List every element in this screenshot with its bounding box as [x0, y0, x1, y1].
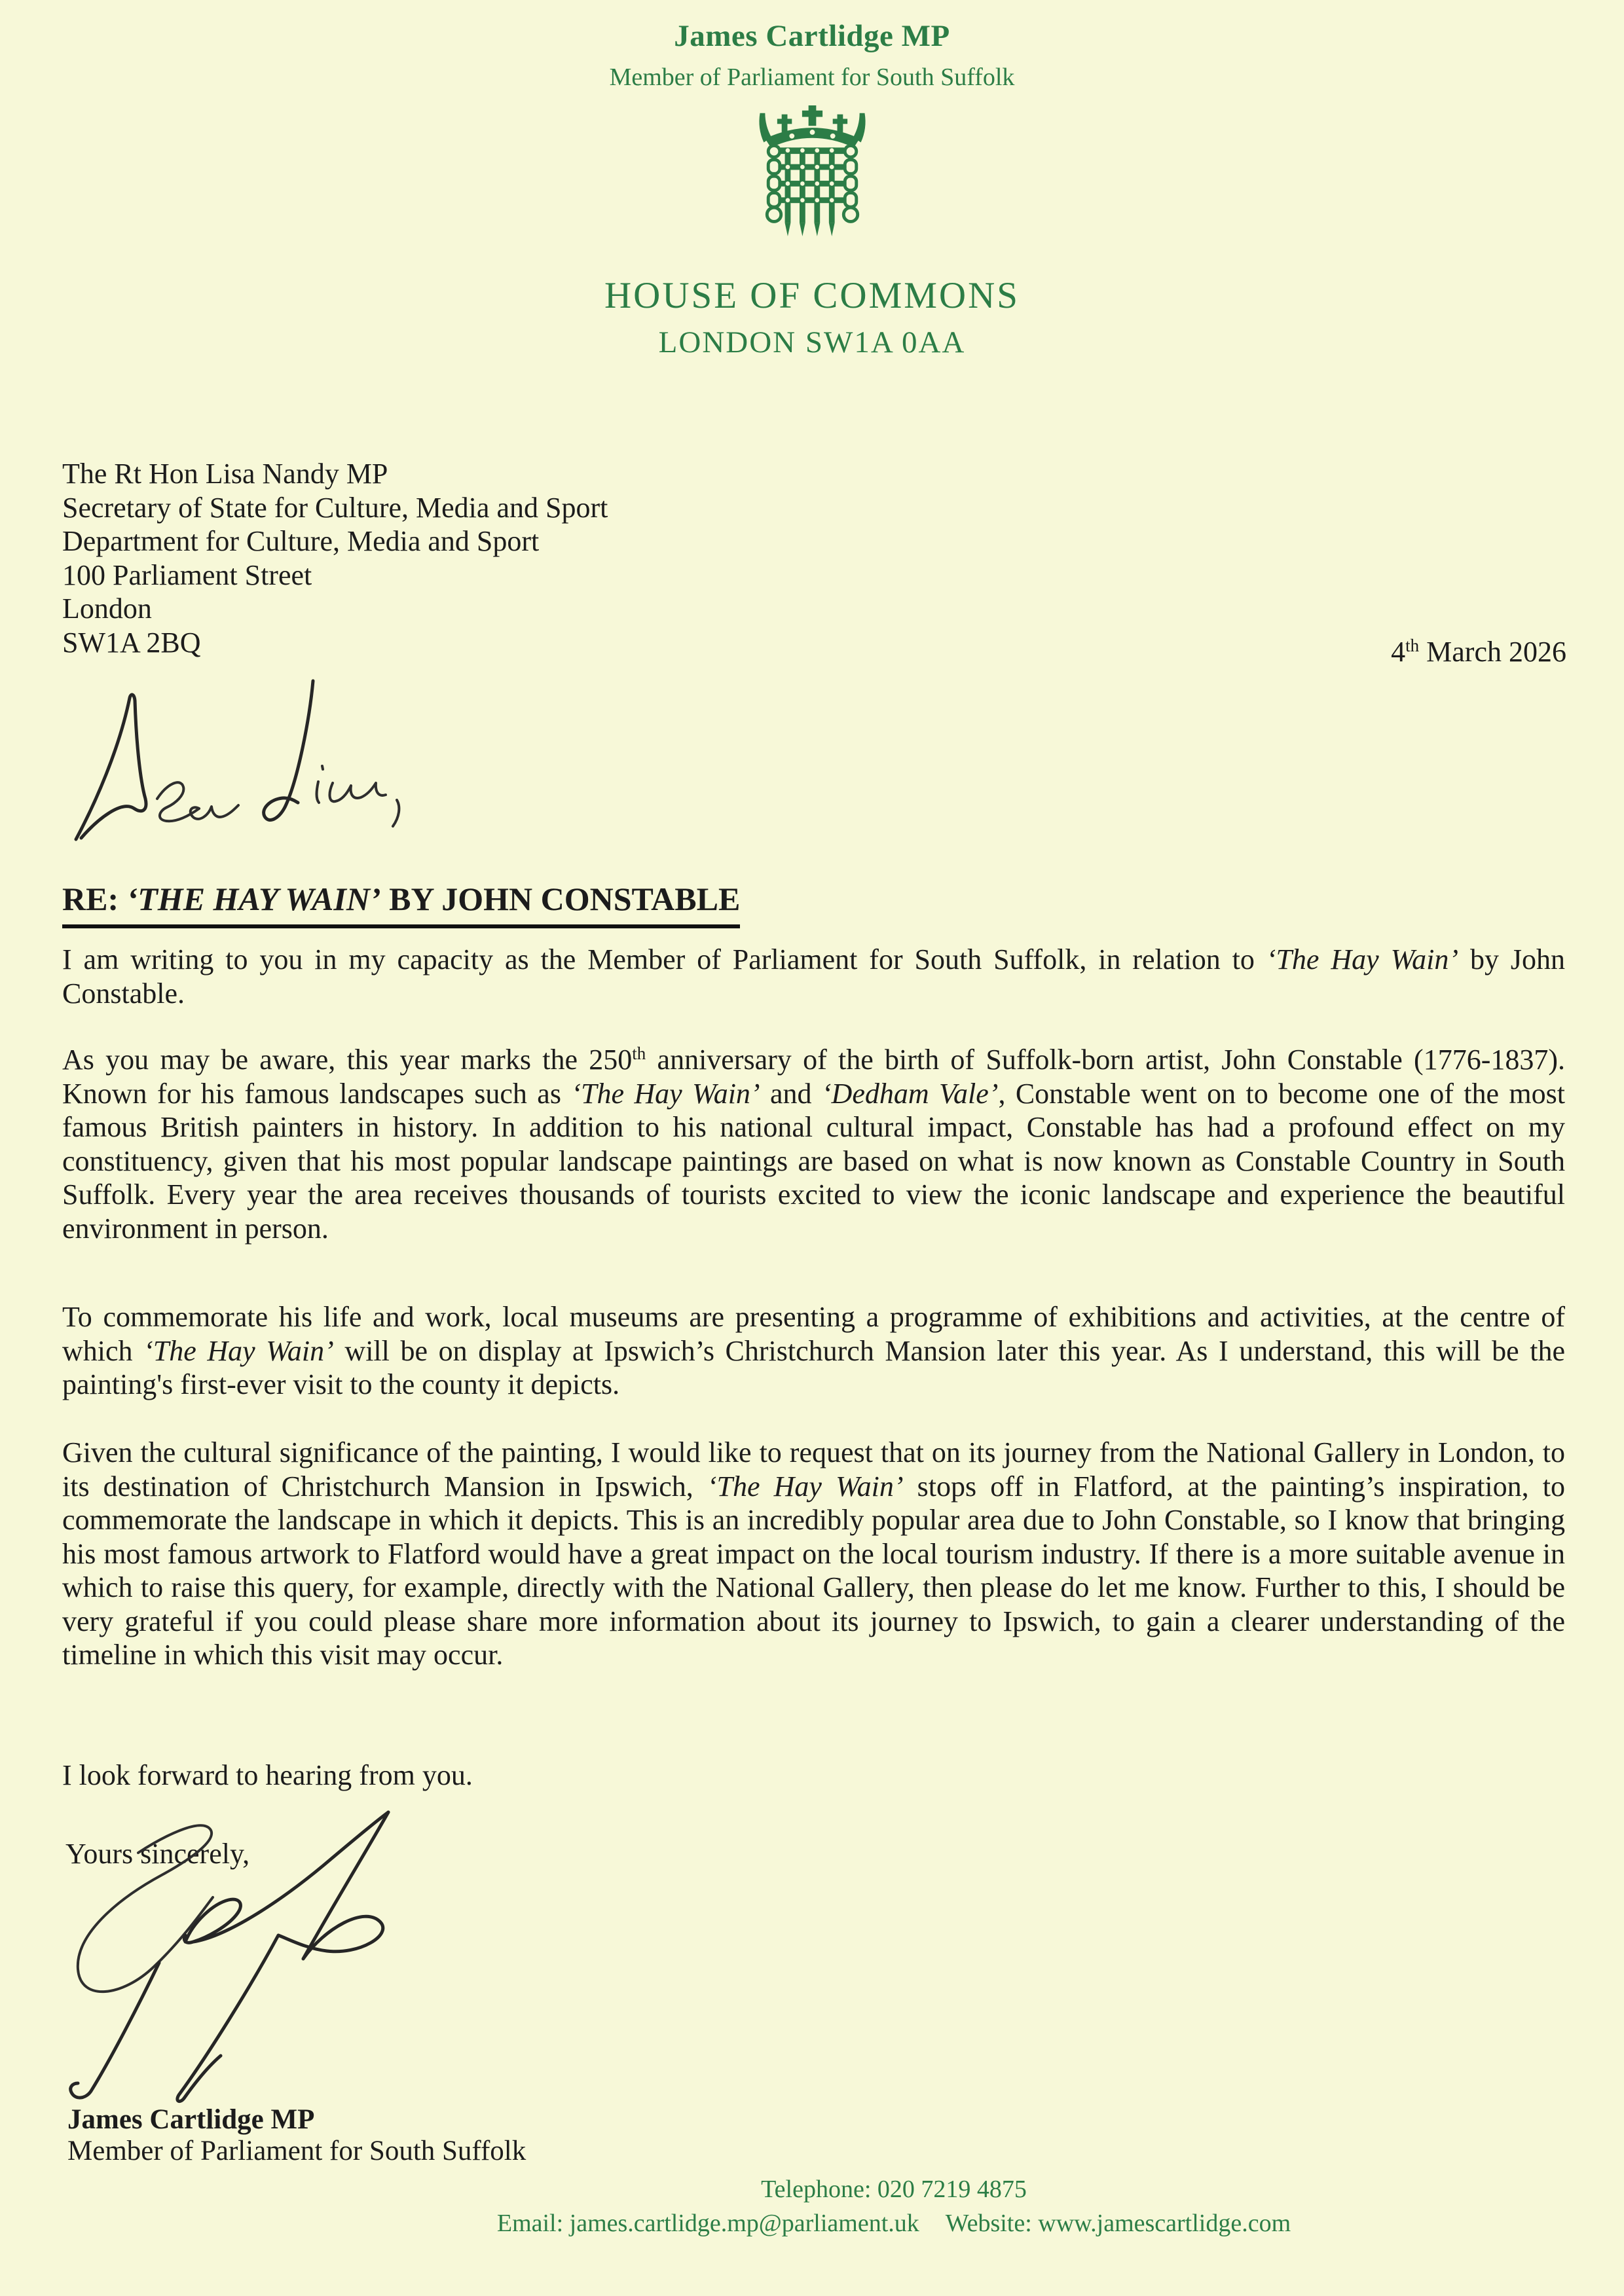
footer-telephone: Telephone: 020 7219 4875 [761, 2176, 1027, 2203]
footer-website: Website: www.jamescartlidge.com [945, 2210, 1291, 2237]
body-paragraph-1: I am writing to you in my capacity as the Member of Parliament for South Suffolk, in relation to ‘The Hay Wain’ by John Constable. [62, 943, 1566, 1010]
handwritten-salutation [58, 672, 948, 848]
recipient-line: London [62, 592, 152, 625]
handwritten-signature [43, 1807, 435, 2111]
footer-email: Email: james.cartlidge.mp@parliament.uk [496, 2210, 919, 2237]
body-paragraph-4: Given the cultural significance of the painting, I would like to request that on its journey from the National Gallery in London, to its destination of Christchurch Mansion in Ipswich, ‘The Hay Wain’ stops off in Flatford, at the painting’s inspiration, to commemorate the landscape in which it depicts. This is an incredibly popular area due to John Constable, so I know that bringing his most famous artwork to Flatford would have a great impact on the local tourism industry. If there is a more suitable avenue in which to raise this query, for example, directly with the National Gallery, then please do let me know. Further to this, I should be very grateful if you could please share more information about its journey to Ipswich, to gain a clearer understanding of the timeline in which this visit may occur. [62, 1436, 1565, 1671]
signatory-role: Member of Parliament for South Suffolk [67, 2136, 526, 2166]
institution-postcode: LONDON SW1A 0AA [658, 325, 966, 359]
recipient-line: The Rt Hon Lisa Nandy MP [62, 458, 388, 490]
recipient-line: SW1A 2BQ [62, 626, 201, 659]
recipient-address [62, 457, 608, 659]
valediction: Yours sincerely, [65, 1838, 250, 1870]
mp-role: Member of Parliament for South Suffolk [609, 64, 1015, 91]
signature-block [67, 2104, 526, 2167]
signatory-name: James Cartlidge MP [67, 2104, 315, 2135]
body-paragraph-3: To commemorate his life and work, local museums are presenting a programme of exhibitions and activities, at the centre of which ‘The Hay Wain’ will be on display at Ipswich’s Christchurch Mansion later this year. As I understand, this will be the painting's first-ever visit to the county it depicts. [62, 1301, 1565, 1400]
mp-name: James Cartlidge MP [674, 19, 950, 53]
body-paragraph-5: I look forward to hearing from you. [62, 1759, 473, 1791]
body-paragraph-2: As you may be aware, this year marks the 250th anniversary of the birth of Suffolk-born artist, John Constable (1776-1837). Known for his famous landscapes such as ‘The Hay Wain’ and ‘Dedham Vale’, Constable went on to become one of the most famous British painters in history. In addition to his national cultural impact, Constable has had a profound effect on my constituency, given that his most popular landscape paintings are based on what is now known as Constable Country in South Suffolk. Every year the area receives thousands of tourists excited to view the iconic landscape and experience the beautiful environment in person. [62, 1044, 1565, 1245]
recipient-line: Secretary of State for Culture, Media and Sport [62, 491, 608, 524]
subject-line: RE: ‘THE HAY WAIN’ BY JOHN CONSTABLE [62, 880, 740, 928]
institution-name: HOUSE OF COMMONS [604, 275, 1020, 316]
letter-date: 4th March 2026 [1391, 636, 1566, 668]
letter-footer [0, 2172, 1624, 2240]
letterhead [0, 18, 1624, 360]
recipient-line: Department for Culture, Media and Sport [62, 525, 540, 557]
recipient-line: 100 Parliament Street [62, 558, 312, 591]
house-of-commons-portcullis-icon [748, 105, 876, 259]
